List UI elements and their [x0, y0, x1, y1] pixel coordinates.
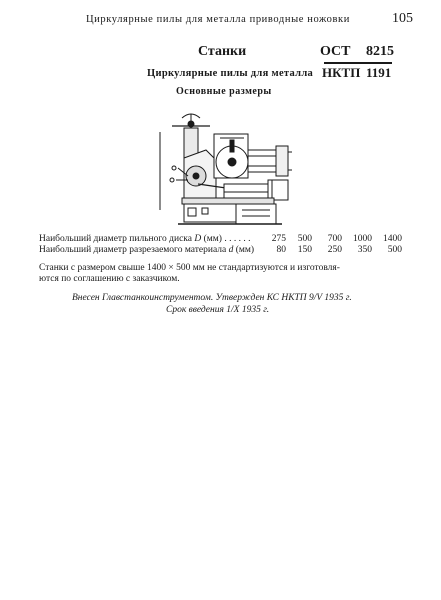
- disc-value: 275: [271, 234, 286, 244]
- row-material-symbol: d: [228, 245, 234, 255]
- row-disc-label-text: Наибольший диаметр пильного диска: [39, 234, 195, 244]
- standard-divider: [324, 62, 392, 64]
- running-title: Циркулярные пилы для металла приводные ножовки: [86, 14, 350, 25]
- disc-value: 1400: [383, 234, 402, 244]
- row-material-label-text: Наибольший диаметр разрезаемого материала: [39, 245, 229, 255]
- note-line-2: ются по соглашению с заказчиком.: [39, 274, 180, 284]
- disc-value: 700: [327, 234, 342, 244]
- material-value: 150: [297, 245, 312, 255]
- page-title: Станки: [198, 44, 247, 59]
- footer-approval: Внесен Главстанкоинструментом. Утвержден КС НКТП 9/V 1935 г.: [72, 293, 352, 303]
- row-disc-symbol: D: [194, 234, 202, 244]
- disc-value: 1000: [353, 234, 372, 244]
- nktp-number: 1191: [366, 65, 392, 80]
- row-material-unit: (мм): [233, 245, 255, 255]
- row-disc-diameter-label: [39, 234, 250, 244]
- page-number: 105: [392, 11, 413, 26]
- material-value: 80: [276, 245, 286, 255]
- section-heading: Основные размеры: [176, 86, 272, 97]
- nktp-label: НКТП: [322, 65, 361, 80]
- ost-number: 8215: [366, 44, 394, 59]
- row-material-diameter-label: [39, 245, 254, 255]
- circular-saw-machine-drawing: [158, 110, 298, 233]
- note-line-1: Станки с размером свыше 1400 × 500 мм не стандартизуются и изготовля-: [39, 263, 340, 273]
- disc-value: 500: [297, 234, 312, 244]
- ost-label: ОСТ: [320, 44, 351, 59]
- material-value: 250: [327, 245, 342, 255]
- material-value: 500: [387, 245, 402, 255]
- row-disc-unit: (мм) . . . . . .: [201, 234, 251, 244]
- page-subtitle: Циркулярные пилы для металла: [147, 68, 314, 79]
- footer-effective-date: Срок введения 1/X 1935 г.: [166, 305, 270, 315]
- material-value: 350: [357, 245, 372, 255]
